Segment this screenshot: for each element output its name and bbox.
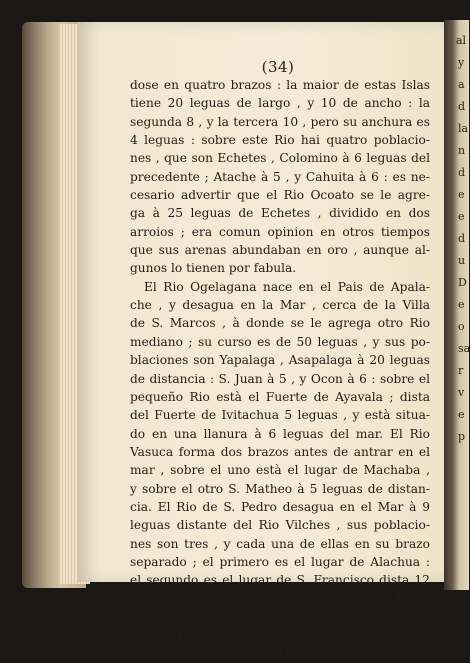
text-line: de distancia : S. Juan à 5 , y Ocon à 6 : sobre el bbox=[130, 371, 430, 386]
text-line: 4 leguas : sobre este Rio hai quatro poblacio- bbox=[130, 133, 430, 148]
text-line: Vasuca forma dos brazos antes de antrar en el bbox=[130, 444, 430, 459]
text-line: arroios ; era comun opinion en otros tiempos bbox=[130, 224, 430, 239]
text-line: ga à 25 leguas de Echetes , dividido en dos bbox=[130, 206, 430, 221]
text-line: cia. El Rio de S. Pedro desagua en el Mar à 9 bbox=[130, 499, 430, 514]
text-line: leguas distante del Rio Vilches , sus poblacio- bbox=[130, 518, 430, 533]
text-line: dose en quatro brazos : la maior de estas Islas bbox=[130, 78, 430, 92]
text-line: El Rio Ogelagana nace en el Pais de Apala- bbox=[144, 279, 430, 294]
text-line: pequeño Rio està el Fuerte de Ayavala ; dista bbox=[130, 389, 430, 404]
text-line: separado ; el primero es el lugar de Alachua : bbox=[130, 554, 430, 569]
text-line: y sobre el otro S. Matheo à 5 leguas de distan- bbox=[130, 481, 430, 496]
text-line: nes , que son Echetes , Colomino à 6 leguas del bbox=[130, 151, 430, 166]
text-line: nes son tres , y cada una de ellas en su brazo bbox=[130, 536, 430, 551]
body-text bbox=[130, 76, 430, 663]
text-line: blaciones son Yapalaga , Asapalaga à 20 leguas bbox=[130, 353, 430, 368]
text-line: do en una llanura à 6 leguas del mar. El Rio bbox=[130, 426, 430, 441]
text-line: de S. Marcos , à donde se le agrega otro Rio bbox=[130, 316, 430, 331]
text-line: segunda 8 , y la tercera 10 , pero su anchura es bbox=[130, 114, 430, 129]
text-line: el segundo es el lugar de S. Francisco dista 12 bbox=[130, 573, 430, 588]
text-line: che , y desagua en la Mar , cerca de la Villa bbox=[130, 298, 430, 313]
text-line: landeses no ponen sino 10. bbox=[130, 646, 298, 661]
right-margin-fragments: al y a d la n d e e d u D e o sa r v e p bbox=[456, 34, 470, 443]
text-line: dista 14 leguas de Alachua , aunque los Ho- bbox=[130, 628, 430, 643]
text-line: gunos lo tienen por fabula. bbox=[130, 261, 297, 276]
text-line: mediano ; su curso es de 50 leguas , y sus po- bbox=[130, 334, 430, 349]
text-line: leguas del precedente , y el tercero el lugar bbox=[130, 591, 430, 606]
page-number: (34) bbox=[261, 58, 295, 76]
text-line: precedente ; Atache à 5 , y Cahuita à 6 : es ne- bbox=[130, 169, 430, 184]
text-line: que sus arenas abundaban en oro , aunque al- bbox=[130, 243, 430, 258]
text-line: cesario advertir que el Rio Ocoato se le agre- bbox=[130, 188, 430, 203]
text-line: del Fuerte de Ivitachua 5 leguas , y està situa- bbox=[130, 408, 430, 423]
text-line: de S. Pedro à 8 leguas : el lugar de Yvitanoa bbox=[130, 609, 430, 624]
text-line: mar , sobre el uno està el lugar de Machaba , bbox=[130, 463, 430, 478]
text-line: tiene 20 leguas de largo , y 10 de ancho : la bbox=[130, 96, 430, 111]
